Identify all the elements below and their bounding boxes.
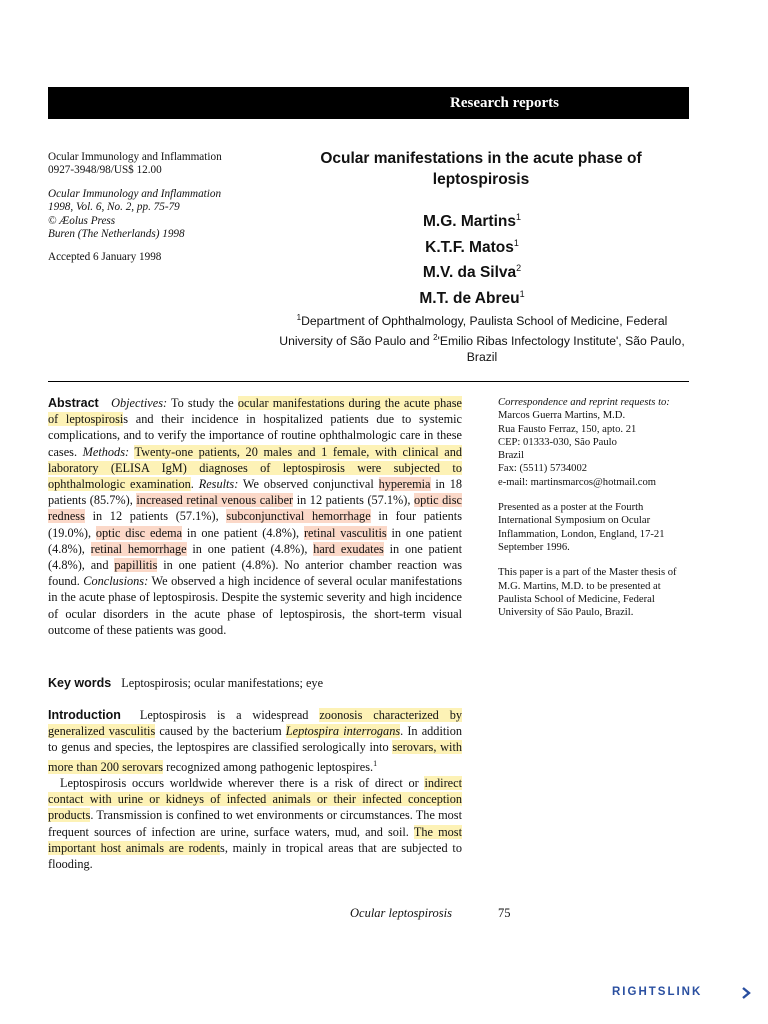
page-number: 75 bbox=[498, 906, 511, 920]
highlight: The most important host animals are rodent bbox=[48, 824, 462, 855]
highlight: hyperemia bbox=[378, 477, 431, 492]
correspondence: Correspondence and reprint requests to: Marcos Guerra Martins, M.D. Rua Fausto Ferraz, 150, apto. 21 CEP: 01333-030, São Paulo Brazil Fax: (5511) 5734002 e-mail: martinsmarcos@hotmail.com bbox=[498, 397, 670, 488]
publication-info bbox=[48, 151, 263, 275]
author: M.T. de Abreu$^1$ bbox=[419, 288, 525, 308]
introduction: Introduction Leptospirosis is a widespread zoonosis characterized by generalized vasculitis caused by the bacterium Leptospira interrogans. In addition to genus and species, the leptospires are classified serologically into serovars, with more than 200 serovars recognized among pathogenic leptospires.$^1$ Leptospirosis occurs worldwide wherever there is a risk of direct or indirect contact with urine or kidneys of infected animals or their infected conception products. Transmission is confined to wet environments or circumstances. The most frequent sources of infection are urine, surface waters, mud, and soil. The most important host animals are rodents, mainly in tropical areas that are subjected to flooding. bbox=[48, 708, 463, 871]
highlight: retinal hemorrhage bbox=[90, 541, 187, 556]
citation-volume: 1998, Vol. 6, No. 2, pp. 75-79 bbox=[48, 201, 180, 214]
author: M.V. da Silva$^2$ bbox=[422, 263, 522, 282]
highlight: ocular manifestations during the acute phase of leptospirosi bbox=[48, 396, 462, 427]
rightslink-logo-text: RIGHTSLINK bbox=[612, 986, 703, 998]
highlight: zoonosis characterized by generalized vasculitis bbox=[48, 708, 463, 739]
abstract-heading: Abstract bbox=[48, 396, 99, 410]
author-list bbox=[360, 207, 584, 310]
author: K.T.F. Matos$^1$ bbox=[425, 237, 519, 256]
thesis-note: This paper is a part of the Master thesis of M.G. Martins, M.D. to be presented at Paulista School of Medicine, Federal University of São Paulo, Brazil. bbox=[498, 567, 677, 619]
highlight: hard exudates bbox=[313, 541, 384, 556]
highlight: serovars, with more than 200 serovars bbox=[48, 740, 463, 774]
keywords-heading: Key words bbox=[48, 676, 112, 690]
highlight: increased retinal venous caliber bbox=[136, 493, 294, 508]
publisher-place: Buren (The Netherlands) 1998 bbox=[48, 228, 185, 241]
citation-journal: Ocular Immunology and Inflammation bbox=[48, 187, 222, 200]
issn-line: 0927-3948/98/US$ 12.00 bbox=[48, 164, 162, 177]
email: e-mail: martinsmarcos@hotmail.com bbox=[498, 476, 657, 488]
highlight: papillitis bbox=[114, 558, 158, 573]
divider bbox=[48, 381, 689, 382]
affiliation: $^1$Department of Ophthalmology, Paulista School of Medicine, Federal University of São Paulo and $^2$'Emilio Ribas Infectology Institute', São Paulo, Brazil bbox=[279, 313, 685, 365]
correspondence-heading: Correspondence and reprint requests to: bbox=[498, 397, 670, 408]
journal-name: Ocular Immunology and Inflammation bbox=[48, 151, 222, 163]
section-label: Research reports bbox=[450, 95, 559, 111]
highlight: Twenty-one patients, 20 males and 1 female, with clinical and laboratory (ELISA IgM) diagnoses of leptospirosis were subjected to ophthalmologic examination bbox=[48, 444, 462, 492]
highlight: optic disc edema bbox=[95, 525, 183, 540]
section-banner bbox=[48, 87, 689, 119]
highlight: indirect contact with urine or kidneys of infected animals or their infected conception products bbox=[48, 775, 462, 823]
highlight: retinal vasculitis bbox=[303, 525, 387, 540]
article-title: Ocular manifestations in the acute phase of leptospirosis bbox=[320, 150, 642, 188]
rightslink-watermark bbox=[612, 986, 757, 1010]
introduction-heading: Introduction bbox=[48, 708, 121, 722]
author: M.G. Martins$^1$ bbox=[422, 212, 522, 231]
abstract: Abstract Objectives: To study the ocular manifestations during the acute phase of leptospirosis and their incidence in hospitalized patients due to systemic complications, and to verify the importance of routine ophthalmologic care in these cases. Methods: Twenty-one patients, 20 males and 1 female, with clinical and laboratory (ELISA IgM) diagnoses of leptospirosis were subjected to ophthalmologic examination. Results: We observed conjunctival hyperemia in 18 patients (85.7%), increased retinal venous caliber in 12 patients (57.1%), optic disc redness in 12 patients (57.1%), subconjunctival hemorrhage in four patients (19.0%), optic disc edema in one patient (4.8%), retinal vasculitis in one patient (4.8%), retinal hemorrhage in one patient (4.8%), hard exudates in one patient (4.8%), and papillitis in one patient (4.8%). No anterior chamber reaction was found. Conclusions: We observed a high incidence of several ocular manifestations in the acute phase of leptospirosis. Despite the systemic severity and high incidence of ocular disorders in the acute phase of leptospirosis, the short-term visual outcome of these patients was good. bbox=[48, 396, 463, 637]
running-title: Ocular leptospirosis bbox=[350, 906, 452, 920]
poster-note: Presented as a poster at the Fourth International Symposium on Ocular Inflammation, London, England, 17-21 September 1996. bbox=[498, 502, 665, 553]
keywords-text: Leptospirosis; ocular manifestations; eye bbox=[121, 676, 324, 690]
highlight: Leptospira interrogans bbox=[285, 724, 401, 739]
sidebar-notes bbox=[498, 396, 693, 631]
publisher: © Æolus Press bbox=[48, 214, 116, 227]
highlight: optic disc redness bbox=[48, 493, 462, 524]
highlight: subconjunctival hemorrhage bbox=[226, 509, 371, 524]
rightslink-arrow-icon bbox=[740, 986, 754, 1000]
accepted-date: Accepted 6 January 1998 bbox=[48, 251, 162, 264]
keywords bbox=[48, 676, 462, 691]
